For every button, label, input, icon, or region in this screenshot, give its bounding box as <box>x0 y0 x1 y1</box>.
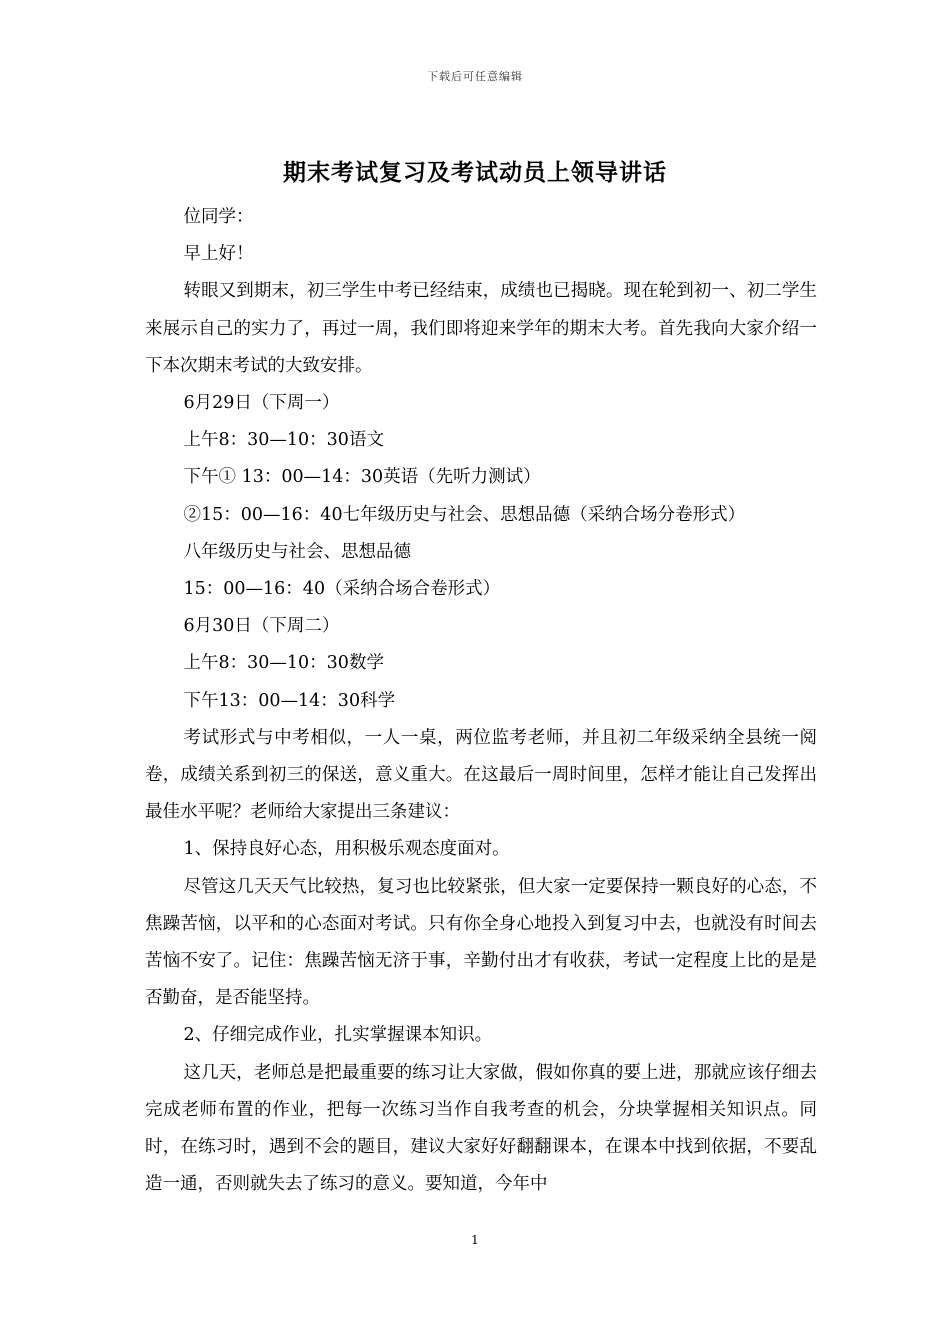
schedule-item: 15：00—16：40（采纳合场合卷形式） <box>183 579 501 600</box>
schedule-item: 八年级历史与社会、思想品德 <box>183 541 411 562</box>
schedule-item: ②15：00—16：40七年级历史与社会、思想品德（采纳合场分卷形式） <box>183 504 746 525</box>
suggestion-paragraph-1: 尽管这几天天气比较热，复习也比较紧张，但大家一定要保持一颗良好的心态，不焦躁苦恼，以平和的心态面对考试。只有你全身心地投入到复习中去，也就没有时间去苦恼不安了。记住：焦躁苦恼无济于事，辛勤付出才有收获，考试一定程度上比的是是否勤奋，是否能坚持。 <box>145 876 817 1009</box>
header-note: 下载后可任意编辑 <box>427 70 523 83</box>
schedule-item: 上午8：30—10：30数学 <box>183 653 384 674</box>
schedule-day-2: 6月30日（下周二） <box>183 616 340 637</box>
suggestion-paragraph-2: 这几天，老师总是把最重要的练习让大家做，假如你真的要上进，那就应该仔细去完成老师布置的作业，把每一次练习当作自我考查的机会，分块掌握相关知识点。同时，在练习时，遇到不会的题目，建议大家好好翻翻课本，在课本中找到依据，不要乱造一通，否则就失去了练习的意义。要知道，今年中 <box>145 1062 817 1195</box>
page-number: 1 <box>471 1233 479 1247</box>
schedule-day-1: 6月29日（下周一） <box>183 393 340 414</box>
salutation: 位同学： <box>183 207 254 227</box>
greeting: 早上好！ <box>183 244 254 265</box>
document-body <box>145 199 817 1203</box>
schedule-item: 下午① 13：00—14：30英语（先听力测试） <box>183 467 541 488</box>
schedule-item: 下午13：00—14：30科学 <box>183 690 396 711</box>
exam-format-paragraph: 考试形式与中考相似，一人一桌，两位监考老师，并且初二年级采纳全县统一阅卷，成绩关系到初三的保送，意义重大。在这最后一周时间里，怎样才能让自己发挥出最佳水平呢？老师给大家提出三条建议： <box>145 727 817 823</box>
document-title: 期末考试复习及考试动员上领导讲话 <box>283 159 667 186</box>
suggestion-heading-1: 1、保持良好心态，用积极乐观态度面对。 <box>183 839 510 860</box>
schedule-item: 上午8：30—10：30语文 <box>183 430 384 451</box>
intro-paragraph: 转眼又到期末，初三学生中考已经结束，成绩也已揭晓。现在轮到初一、初二学生来展示自己的实力了，再过一周，我们即将迎来学年的期末大考。首先我向大家介绍一下本次期末考试的大致安排。 <box>145 281 817 376</box>
suggestion-heading-2: 2、仔细完成作业，扎实掌握课本知识。 <box>183 1025 493 1046</box>
